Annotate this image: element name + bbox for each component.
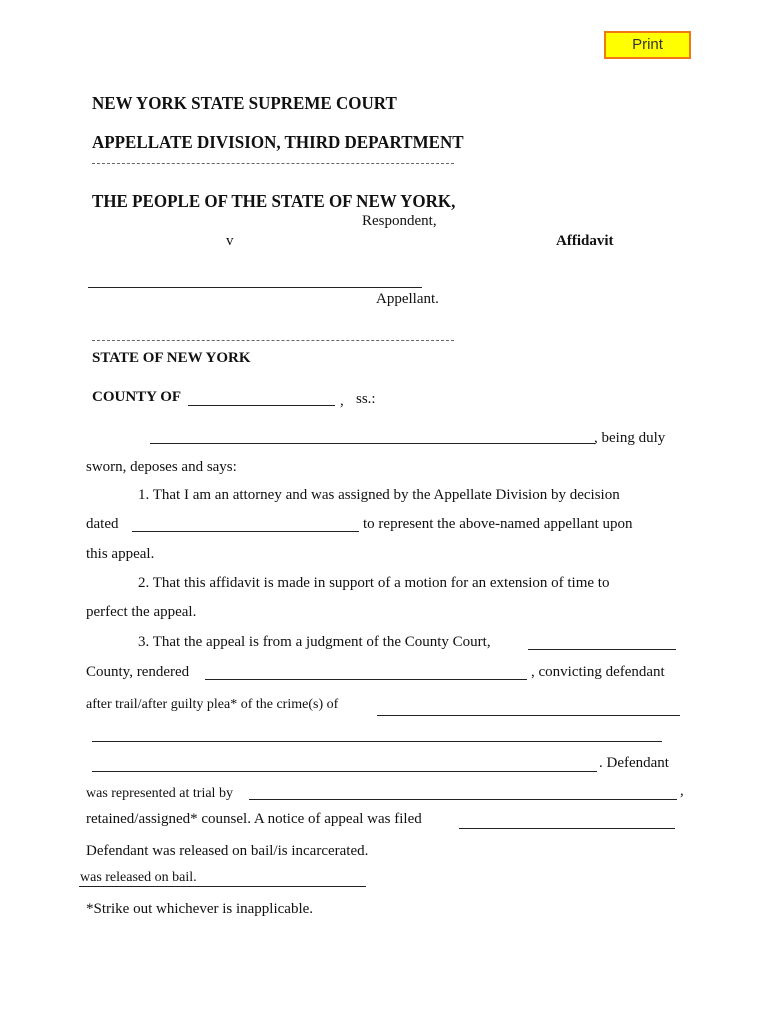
crimes-field-line-3[interactable] <box>92 771 597 772</box>
venue-ss: ss.: <box>356 391 376 407</box>
paragraph-3-convicting: , convicting defendant <box>531 664 665 680</box>
paragraph-2-line-1: 2. That this affidavit is made in support of a motion for an extension of time to <box>138 575 610 591</box>
paragraph-3-retained: retained/assigned* counsel. A notice of appeal was filed <box>86 811 422 827</box>
dashed-divider <box>92 163 454 164</box>
paragraph-3-after-trial: after trail/after guilty plea* of the crime(s) of <box>86 697 339 712</box>
paragraph-3-represented: was represented at trial by <box>86 786 233 801</box>
paragraph-3-comma: , <box>680 783 684 799</box>
crimes-field-line-1[interactable] <box>377 715 680 716</box>
caption-appellant: Appellant. <box>376 291 439 307</box>
document-type: Affidavit <box>556 233 614 249</box>
paragraph-3-released: Defendant was released on bail/is incarcerated. <box>86 843 369 859</box>
venue-county-label: COUNTY OF <box>92 389 182 405</box>
court-name: NEW YORK STATE SUPREME COURT <box>92 93 397 114</box>
print-button[interactable]: Print <box>604 31 691 59</box>
court-division: APPELLATE DIVISION, THIRD DEPARTMENT <box>92 132 464 153</box>
trial-counsel-field[interactable] <box>249 799 677 800</box>
paragraph-1-line-3: this appeal. <box>86 546 155 562</box>
paragraph-3-defendant: . Defendant <box>599 755 669 771</box>
bail-status-underline <box>79 886 366 887</box>
judgment-date-field[interactable] <box>205 679 527 680</box>
venue-state: STATE OF NEW YORK <box>92 350 251 366</box>
paragraph-2-line-2: perfect the appeal. <box>86 604 197 620</box>
caption-versus: v <box>226 233 234 249</box>
bail-status-field[interactable]: was released on bail. <box>80 870 197 885</box>
paragraph-1-line-2: to represent the above-named appellant upon <box>363 516 633 532</box>
paragraph-1-dated-label: dated <box>86 516 119 532</box>
dashed-divider <box>92 340 454 341</box>
caption-respondent: Respondent, <box>362 213 437 229</box>
venue-comma: , <box>340 393 344 409</box>
paragraph-3-line-1: 3. That the appeal is from a judgment of the County Court, <box>138 634 491 650</box>
affiant-name-field[interactable] <box>150 443 595 444</box>
caption-people: THE PEOPLE OF THE STATE OF NEW YORK, <box>92 191 456 212</box>
sworn-text: sworn, deposes and says: <box>86 459 237 475</box>
paragraph-1-line-1: 1. That I am an attorney and was assigned by the Appellate Division by decision <box>138 487 620 503</box>
appellant-name-field[interactable] <box>88 287 422 288</box>
county-name-field[interactable] <box>188 405 335 406</box>
notice-date-field[interactable] <box>459 828 675 829</box>
paragraph-3-county-label: County, rendered <box>86 664 190 680</box>
decision-date-field[interactable] <box>132 531 359 532</box>
being-duly-text: , being duly <box>594 430 666 446</box>
county-court-field[interactable] <box>528 649 676 650</box>
strike-note: *Strike out whichever is inapplicable. <box>86 901 314 917</box>
crimes-field-line-2[interactable] <box>92 741 662 742</box>
